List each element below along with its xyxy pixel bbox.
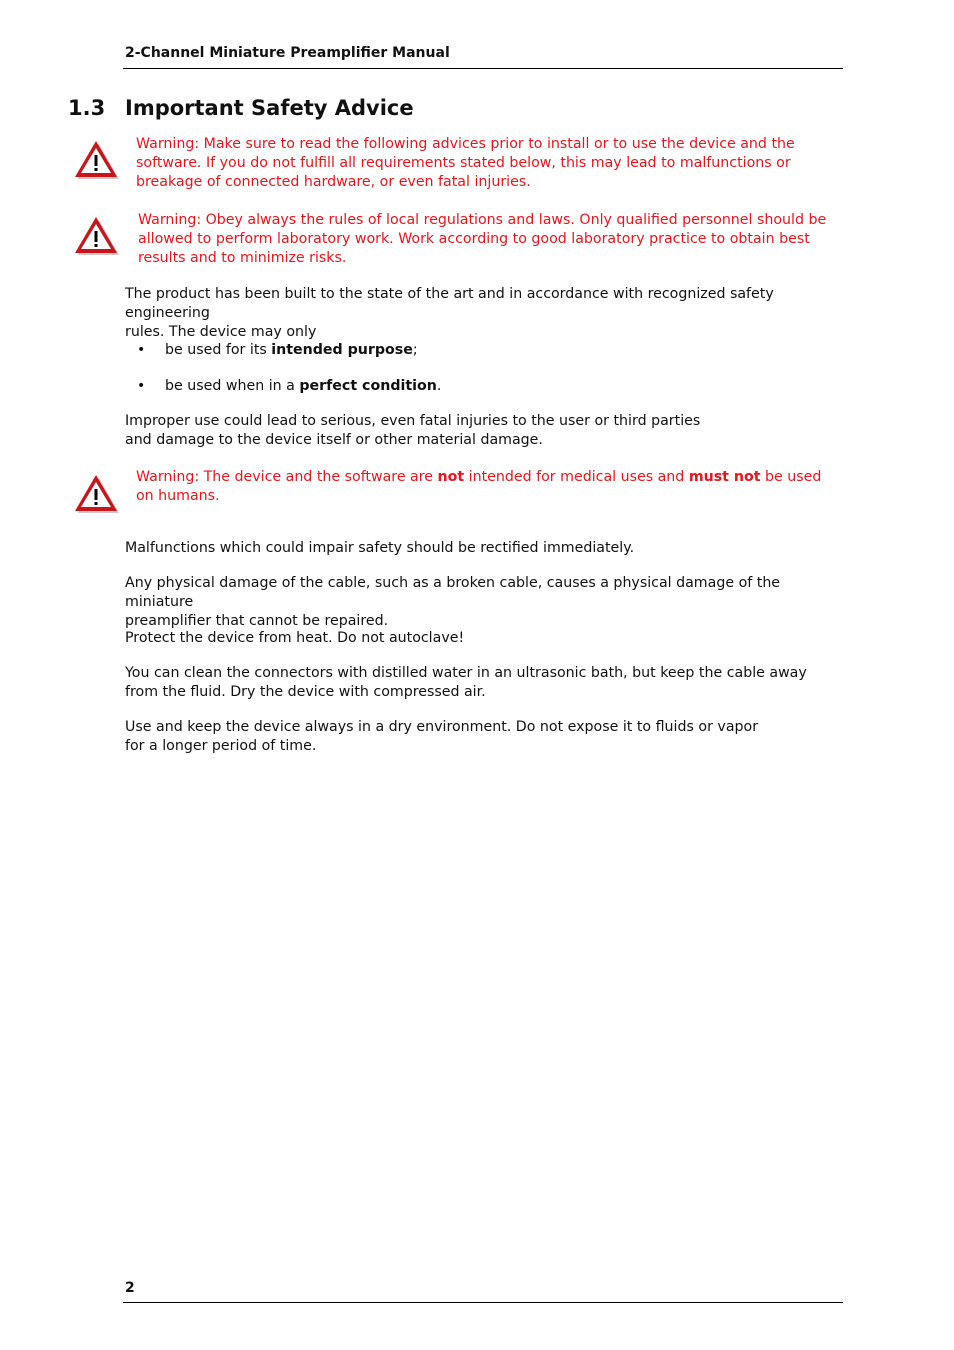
bullet-suffix: ;: [412, 342, 418, 358]
bullet-icon: •: [137, 342, 146, 358]
intro-line: rules. The device may only: [125, 324, 317, 340]
warning-2: [138, 211, 838, 268]
bullet-suffix: .: [436, 378, 442, 394]
paragraph-cleaning: [125, 664, 845, 702]
improper-use-paragraph: [125, 412, 845, 450]
section-title: Important Safety Advice: [125, 96, 414, 120]
paragraph-line: Use and keep the device always in a dry environment. Do not expose it to fluids or vapor: [125, 719, 759, 735]
warning-1-line: software. If you do not fulfill all requirements stated below, this may lead to malfunctions or: [136, 155, 791, 171]
warning-1-line: Warning: Make sure to read the following advices prior to install or to use the device and the: [136, 136, 795, 152]
bullet-text: be used when in a: [165, 378, 300, 394]
warning-triangle-icon: [72, 473, 120, 515]
warning-3-emphasis: must not: [688, 469, 761, 485]
warning-3: [136, 468, 836, 506]
warning-2-line: results and to minimize risks.: [138, 250, 347, 266]
bullet-emphasis: intended purpose: [271, 342, 413, 358]
warning-3-line: on humans.: [136, 488, 220, 504]
paragraph-line: Malfunctions which could impair safety should be rectified immediately.: [125, 540, 635, 556]
paragraph-heat: [125, 629, 845, 648]
warning-1-line: breakage of connected hardware, or even fatal injuries.: [136, 174, 531, 190]
warning-triangle-icon: [72, 215, 120, 257]
warning-3-emphasis: not: [437, 469, 465, 485]
warning-2-line: allowed to perform laboratory work. Work according to good laboratory practice to obtain best: [138, 231, 810, 247]
warning-3-text: intended for medical uses and: [464, 469, 689, 485]
paragraph-line: for a longer period of time.: [125, 738, 317, 754]
intro-line: The product has been built to the state of the art and in accordance with recognized safety engineering: [125, 286, 774, 321]
paragraph-dry-environment: [125, 718, 845, 756]
bullet-emphasis: perfect condition: [299, 378, 437, 394]
warning-triangle-icon: [72, 139, 120, 181]
bullet-text: be used for its: [165, 342, 272, 358]
paragraph-malfunctions: [125, 539, 845, 558]
section-heading: [68, 96, 414, 120]
warning-3-line: [136, 468, 836, 487]
bullet-icon: •: [137, 378, 146, 394]
paragraph-cable-damage: [125, 574, 845, 631]
warning-3-text: Warning: The device and the software are: [136, 469, 438, 485]
improper-line: and damage to the device itself or other material damage.: [125, 432, 543, 448]
warning-1: [136, 135, 836, 192]
page-number: 2: [125, 1280, 135, 1296]
footer-divider: [123, 1302, 843, 1303]
paragraph-line: Any physical damage of the cable, such as a broken cable, causes a physical damage of the miniature: [125, 575, 781, 610]
running-header-title: 2-Channel Miniature Preamplifier Manual: [125, 45, 450, 61]
intro-paragraph: [125, 285, 845, 342]
paragraph-line: Protect the device from heat. Do not autoclave!: [125, 630, 465, 646]
section-number: 1.3: [68, 96, 106, 120]
warning-2-line: Warning: Obey always the rules of local regulations and laws. Only qualified personnel should be: [138, 212, 827, 228]
header-divider: [123, 68, 843, 69]
paragraph-line: You can clean the connectors with distilled water in an ultrasonic bath, but keep the cable away: [125, 665, 807, 681]
improper-line: Improper use could lead to serious, even fatal injuries to the user or third parties: [125, 413, 701, 429]
paragraph-line: from the fluid. Dry the device with compressed air.: [125, 684, 486, 700]
paragraph-line: preamplifier that cannot be repaired.: [125, 613, 389, 629]
warning-3-text: be used: [760, 469, 822, 485]
